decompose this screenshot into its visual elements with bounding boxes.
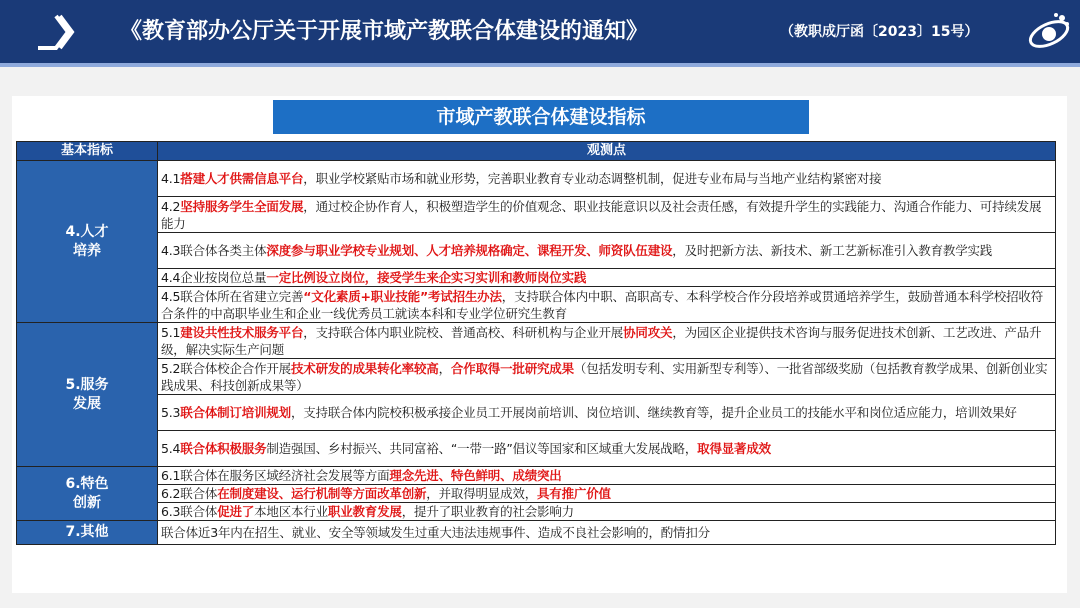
category-cell xyxy=(17,323,158,467)
observation-text: 联合体近3年内在招生、就业、安全等领域发生过重大违法违规事件、造成不良社会影响的，酌情扣分 xyxy=(161,525,710,540)
chevron-right-icon[interactable] xyxy=(32,12,84,52)
table-row xyxy=(17,431,1056,467)
observation-text: 5.4 xyxy=(161,441,181,456)
observation-text: ，及时把新方法、新技术、新工艺新标准引入教育教学实践 xyxy=(672,243,993,258)
observation-cell xyxy=(158,359,1056,395)
table-title: 市域产教联合体建设指标 xyxy=(273,100,809,134)
observation-cell xyxy=(158,395,1056,431)
observation-cell xyxy=(158,233,1056,269)
indicator-table xyxy=(16,141,1056,545)
observation-text: ，支持联合体内中职、高职高专、本科学校合作分段培养或贯通培养学生，鼓励普通本科学校招收符合条件的中高职毕业生和企业一线优秀员工就读本科和专业学位研究生教育 xyxy=(161,288,1043,321)
page-title: 《教育部办公厅关于开展市域产教联合体建设的通知》 xyxy=(120,19,649,44)
highlight-text: 协同攻关 xyxy=(623,324,673,340)
observation-text: 本地区本行业 xyxy=(254,504,328,519)
category-label-line2: 发展 xyxy=(73,395,101,412)
category-cell xyxy=(17,161,158,323)
observation-text: ，提升了职业教育的社会影响力 xyxy=(401,504,574,519)
column-header-basic: 基本指标 xyxy=(17,142,158,161)
highlight-text: 一定比例设立岗位，接受学生来企实习实训和教师岗位实践 xyxy=(266,270,587,285)
observation-cell xyxy=(158,269,1056,287)
highlight-text: 合作取得一批研究成果 xyxy=(450,360,574,376)
highlight-text: 技术研发的成果转化率较高 xyxy=(290,360,439,376)
highlight-text: 建设共性技术服务平台 xyxy=(180,324,304,340)
highlight-text: 取得显著成效 xyxy=(697,441,771,456)
table-header-row xyxy=(17,142,1056,161)
table-row xyxy=(17,359,1056,395)
table-row xyxy=(17,503,1056,521)
observation-text: 4.2 xyxy=(161,198,181,214)
highlight-text: 具有推广价值 xyxy=(537,486,611,501)
table-row xyxy=(17,233,1056,269)
observation-text: 6.2联合体 xyxy=(161,486,218,501)
category-label-line1: 4.人才 xyxy=(65,223,109,240)
highlight-text: “文化素质+职业技能”考试招生办法 xyxy=(303,288,502,304)
observation-text: 6.3联合体 xyxy=(161,504,218,519)
observation-text: ，为园区企业提供技术咨询与服务促进技术创新、工艺改进、产品升级，解决实际生产问题 xyxy=(161,324,1042,357)
highlight-text: 深度参与职业学校专业规划、人才培养规格确定、课程开发、师资队伍建设 xyxy=(266,243,673,258)
observation-text: 4.3联合体各类主体 xyxy=(161,243,267,258)
column-header-observe: 观测点 xyxy=(158,142,1056,161)
table-row xyxy=(17,485,1056,503)
category-label-line1: 7.其他 xyxy=(65,524,109,540)
table-row xyxy=(17,161,1056,197)
highlight-text: 联合体制订培训规划 xyxy=(180,405,291,420)
header-accent-line xyxy=(0,63,1080,67)
observation-cell xyxy=(158,431,1056,467)
category-label-line2: 创新 xyxy=(73,494,101,511)
observation-text: ，职业学校紧贴市场和就业形势，完善职业教育专业动态调整机制，促进专业布局与当地产业结构紧密对接 xyxy=(303,171,882,186)
table-row xyxy=(17,521,1056,545)
table-row xyxy=(17,287,1056,323)
observation-cell xyxy=(158,467,1056,485)
table-row xyxy=(17,197,1056,233)
observation-cell xyxy=(158,287,1056,323)
observation-cell xyxy=(158,521,1056,545)
orbit-logo-icon xyxy=(1025,8,1073,56)
observation-text: 制造强国、乡村振兴、共同富裕、“一带一路”倡议等国家和区域重大发展战略， xyxy=(266,441,698,456)
observation-text: 5.3 xyxy=(161,405,181,420)
highlight-text: 在制度建设、运行机制等方面改革创新 xyxy=(217,486,427,501)
table-row xyxy=(17,467,1056,485)
observation-text: 5.1 xyxy=(161,324,181,340)
table-row xyxy=(17,395,1056,431)
highlight-text: 搭建人才供需信息平台 xyxy=(180,171,304,186)
observation-cell xyxy=(158,161,1056,197)
highlight-text: 坚持服务学生全面发展 xyxy=(180,198,304,214)
highlight-text: 促进了 xyxy=(217,504,255,519)
observation-text: ， xyxy=(438,360,451,376)
observation-cell xyxy=(158,197,1056,233)
observation-text: 5.2联合体校企合作开展 xyxy=(161,360,291,376)
category-cell xyxy=(17,521,158,545)
observation-text: ，支持联合体内院校积极承接企业员工开展岗前培训、岗位培训、继续教育等，提升企业员工的技能水平和岗位适应能力，培训效果好 xyxy=(290,405,1017,420)
highlight-text: 理念先进、特色鲜明、成绩突出 xyxy=(389,468,562,483)
category-label-line1: 5.服务 xyxy=(65,376,109,393)
observation-text: ，并取得明显成效， xyxy=(426,486,537,501)
category-cell xyxy=(17,467,158,521)
highlight-text: 职业教育发展 xyxy=(327,504,402,519)
observation-text: 6.1联合体在服务区域经济社会发展等方面 xyxy=(161,468,390,483)
observation-cell xyxy=(158,323,1056,359)
observation-cell xyxy=(158,503,1056,521)
observation-text: 4.1 xyxy=(161,171,181,186)
document-number: （教职成厅函〔2023〕15号） xyxy=(780,24,979,40)
observation-text: （包括发明专利、实用新型专利等）、一批省部级奖励（包括教育教学成果、创新创业实践成果、科技创新成果等） xyxy=(161,360,1048,393)
table-row xyxy=(17,323,1056,359)
table-row xyxy=(17,269,1056,287)
observation-text: 4.5联合体所在省建立完善 xyxy=(161,288,304,304)
category-label-line1: 6.特色 xyxy=(65,475,109,492)
category-label-line2: 培养 xyxy=(73,242,101,259)
observation-text: ，支持联合体内职业院校、普通高校、科研机构与企业开展 xyxy=(303,324,624,340)
observation-cell xyxy=(158,485,1056,503)
highlight-text: 联合体积极服务 xyxy=(180,441,267,456)
observation-text: 4.4企业按岗位总量 xyxy=(161,270,267,285)
observation-text: ，通过校企协作育人，积极塑造学生的价值观念、职业技能意识以及社会责任感，有效提升学生的实践能力、沟通合作能力、可持续发展能力 xyxy=(161,198,1042,231)
